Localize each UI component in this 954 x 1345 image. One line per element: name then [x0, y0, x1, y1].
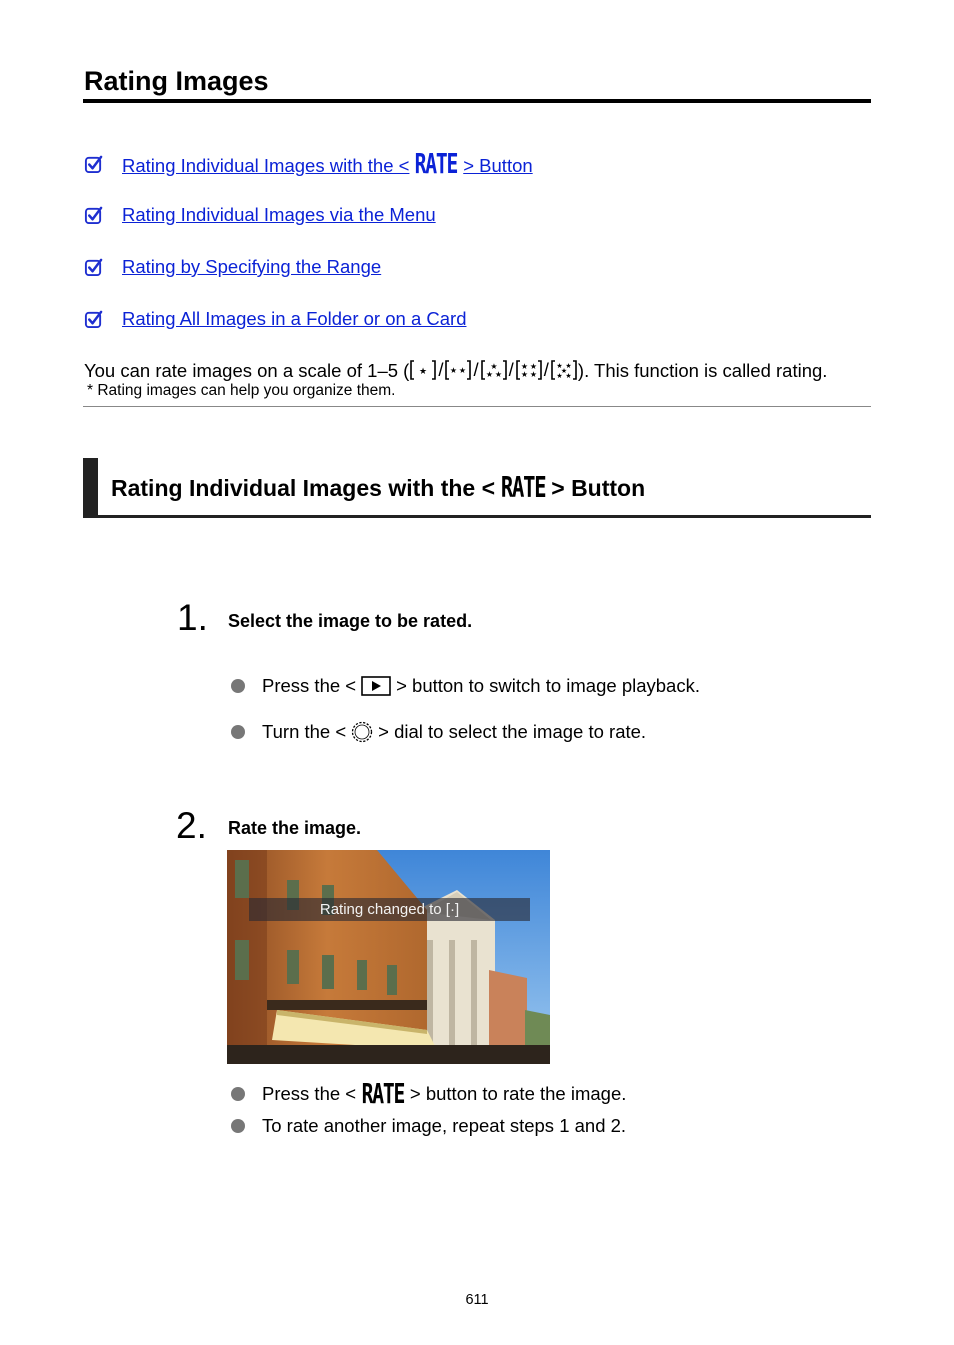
section-heading-bar: [83, 458, 98, 518]
svg-text:★: ★: [419, 367, 428, 377]
svg-text:★: ★: [450, 366, 458, 375]
divider: [83, 406, 871, 407]
intro-text: You can rate images on a scale of 1–5 ( ★ / ★ ★ / ★ ★ ★ / ★ ★ ★ ★ / ★ ★ ★ ★ ★ ). This function is called rating.: [84, 359, 828, 381]
step-number-1: 1.: [177, 597, 208, 638]
list-item: To rate another image, repeat steps 1 and 2.: [231, 1113, 626, 1139]
step-number-2: 2.: [176, 805, 207, 846]
checkbox-link-icon: [84, 206, 103, 225]
bullet-icon: [231, 725, 245, 739]
page-title: Rating Images: [84, 66, 269, 96]
toc-item-menu[interactable]: [84, 202, 436, 228]
rating-2-star-icon: [444, 359, 472, 381]
toc-link-folder-card[interactable]: Rating All Images in a Folder or on a Card: [122, 308, 467, 329]
checkbox-link-icon: [84, 310, 103, 329]
toc-item-rate-button[interactable]: [84, 147, 533, 181]
svg-text:★: ★: [520, 362, 528, 371]
step-title-2: Rate the image.: [228, 818, 362, 838]
step-title-1: Select the image to be rated.: [228, 611, 473, 631]
svg-text:★: ★: [529, 362, 537, 371]
rating-5-star-icon: [550, 359, 578, 381]
section-rule: [83, 515, 871, 518]
toc-link-menu[interactable]: Rating Individual Images via the Menu: [122, 204, 436, 225]
svg-text:★: ★: [565, 372, 572, 380]
svg-text:★: ★: [494, 370, 502, 379]
svg-text:★: ★: [490, 362, 498, 371]
rating-3-star-icon: [480, 359, 508, 381]
bullet-icon: [231, 1119, 245, 1133]
street-scene-image: [227, 850, 550, 1064]
list-item: Turn the < > dial to select the image to rate.: [231, 719, 646, 745]
svg-text:★: ★: [565, 362, 572, 370]
rate-button-label: RATE: [415, 147, 458, 181]
page-number: 611: [465, 1292, 489, 1308]
checkbox-link-icon: [84, 258, 103, 277]
playback-icon: [361, 676, 391, 696]
camera-screen-photo: [227, 850, 550, 1064]
checkbox-link-icon: [84, 155, 103, 174]
svg-text:★: ★: [520, 370, 528, 379]
list-item: Press the < RATE > button to rate the image.: [231, 1081, 626, 1107]
svg-text:★: ★: [560, 367, 568, 375]
svg-text:★: ★: [459, 366, 467, 375]
rate-button-label: RATE: [500, 470, 546, 505]
svg-text:★: ★: [485, 370, 493, 379]
section-title: Rating Individual Images with the < RATE > Button: [111, 472, 645, 504]
toc-item-folder-card[interactable]: [84, 306, 466, 332]
bullet-icon: [231, 1087, 245, 1101]
title-rule: [83, 99, 871, 103]
toc-item-range[interactable]: [84, 254, 381, 280]
toc-link-rate-button[interactable]: Rating Individual Images with the < RATE > Button: [122, 147, 533, 181]
quick-control-dial-icon: [350, 720, 374, 744]
svg-text:★: ★: [556, 362, 563, 370]
rating-1-star-icon: [409, 359, 437, 381]
bullet-icon: [231, 679, 245, 693]
list-item: Press the < > button to switch to image playback.: [231, 673, 700, 699]
svg-text:★: ★: [529, 370, 537, 379]
footnote: * Rating images can help you organize them.: [87, 382, 396, 399]
svg-text:★: ★: [556, 372, 563, 380]
rate-button-label: RATE: [361, 1077, 405, 1111]
rating-4-star-icon: [515, 359, 543, 381]
rating-changed-banner: Rating changed to [·]: [249, 898, 530, 921]
toc-link-range[interactable]: Rating by Specifying the Range: [122, 256, 382, 277]
